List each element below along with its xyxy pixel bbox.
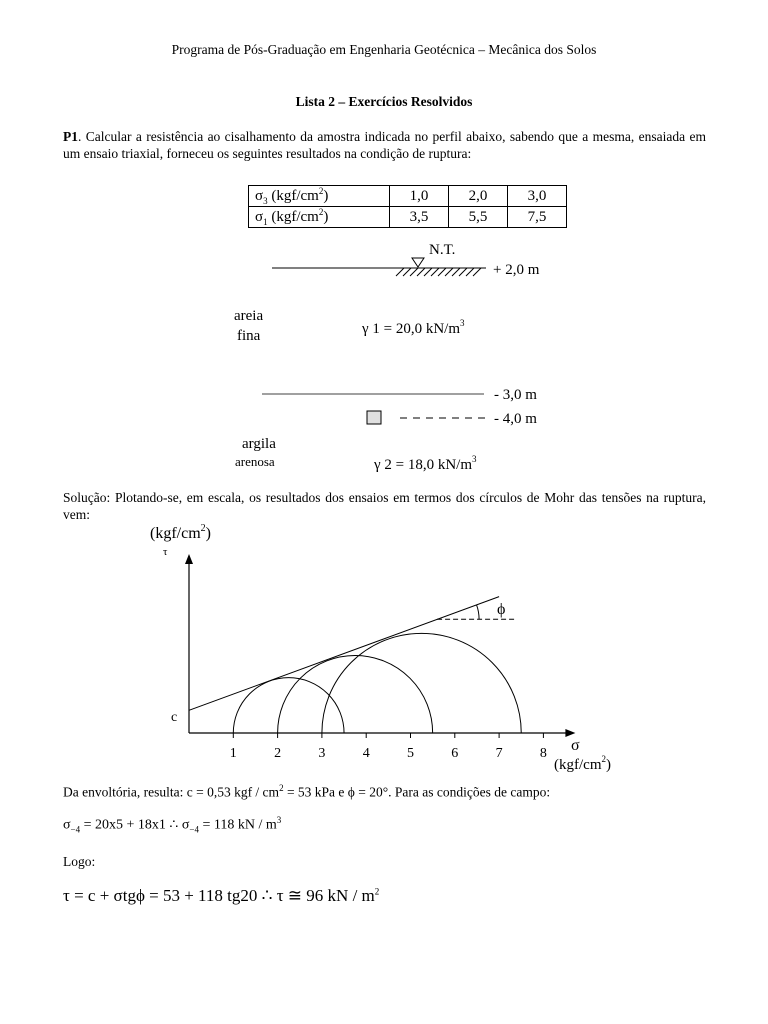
water-table-label: N.T. (429, 242, 456, 258)
failure-envelope (189, 597, 499, 711)
mohr-circle-1 (233, 678, 344, 733)
mohr-circle-3 (322, 633, 521, 733)
mohr-circle-2 (278, 656, 433, 733)
y-axis-symbol: τ (163, 546, 168, 558)
table-cell: 3,5 (390, 207, 449, 228)
x-tick-label: 4 (362, 746, 370, 761)
row-label: $\sigma_3$ $(kgf/cm^2)$ (249, 186, 390, 207)
table-cell: 2,0 (449, 186, 508, 207)
result-text: Da envoltória, resulta: c = 0,53 kgf / $cm^2 = 53$ kPa e ϕ = 20°. Para as condições de campo: (63, 783, 551, 800)
interface-level-label: - 3,0 m (494, 387, 537, 403)
water-table-icon (412, 258, 424, 267)
phi-label: ϕ (497, 601, 506, 618)
y-axis-unit-label: $(kgf/cm^2)$ (150, 523, 211, 542)
triaxial-results-table (248, 185, 567, 228)
row-label: $\sigma_1$ $(kgf/cm^2)$ (249, 207, 390, 228)
cohesion-label: c (171, 710, 178, 725)
mohr-circle-chart (0, 520, 768, 775)
x-tick-label: 8 (539, 746, 547, 761)
ground-hatch-icon (396, 268, 481, 276)
x-axis-unit-label: $(kgf/cm^2)$ (554, 754, 611, 773)
phi-angle-arc (477, 605, 480, 619)
shear-strength-equation: τ = c + σtgϕ = 53 + 118 tg20 ∴ τ ≅ 96 kN / $m^2$ (63, 886, 380, 905)
layer1-name-2: fina (237, 328, 261, 344)
table-cell: 1,0 (390, 186, 449, 207)
table-cell: 3,0 (508, 186, 567, 207)
x-axis-symbol: σ (571, 737, 580, 754)
soil-profile-diagram (0, 230, 768, 480)
x-tick-label: 6 (451, 746, 459, 761)
y-axis-arrow-icon (185, 554, 193, 564)
x-tick-label: 7 (495, 746, 503, 761)
x-tick-label: 1 (229, 746, 237, 761)
table-cell: 7,5 (508, 207, 567, 228)
sample-icon (367, 411, 381, 424)
x-axis-arrow-icon (565, 729, 575, 737)
problem-label: P1 (63, 129, 78, 144)
field-stress-equation: $\sigma_{-4} = 20x5 + 18x1$ ∴ $\sigma_{-4} = 118$ kN / $m^3$ (63, 815, 282, 835)
table-row (249, 207, 567, 228)
sample-level-label: - 4,0 m (494, 411, 537, 427)
layer2-name-2: arenosa (235, 454, 275, 469)
table-cell: 5,5 (449, 207, 508, 228)
solution-text: Solução: Plotando-se, em escala, os resultados dos ensaios em termos dos círculos de Mohr das tensões na ruptura, vem: (63, 490, 706, 522)
logo-text: Logo: (63, 854, 96, 869)
page-title: Lista 2 – Exercícios Resolvidos (295, 94, 473, 109)
layer1-name: areia (234, 308, 264, 324)
problem-text: . Calcular a resistência ao cisalhamento da amostra indicada no perfil abaixo, sabendo que a mesma, ensaiada em um ensaio triaxial, forneceu os seguintes resultados na condição de ruptura: (63, 129, 706, 161)
x-tick-label: 2 (274, 746, 282, 761)
layer2-name: argila (242, 436, 276, 452)
surface-level-label: + 2,0 m (493, 262, 540, 278)
x-tick-label: 5 (407, 746, 414, 761)
table-row (249, 186, 567, 207)
page-header: Programa de Pós-Graduação em Engenharia Geotécnica – Mecânica dos Solos (171, 42, 597, 57)
problem-statement (63, 128, 706, 162)
x-tick-label: 3 (318, 746, 326, 761)
layer2-unit-weight: γ 2 = 18,0 $kN/m^3$ (374, 454, 477, 473)
layer1-unit-weight: γ 1 = 20,0 $kN/m^3$ (362, 318, 465, 337)
